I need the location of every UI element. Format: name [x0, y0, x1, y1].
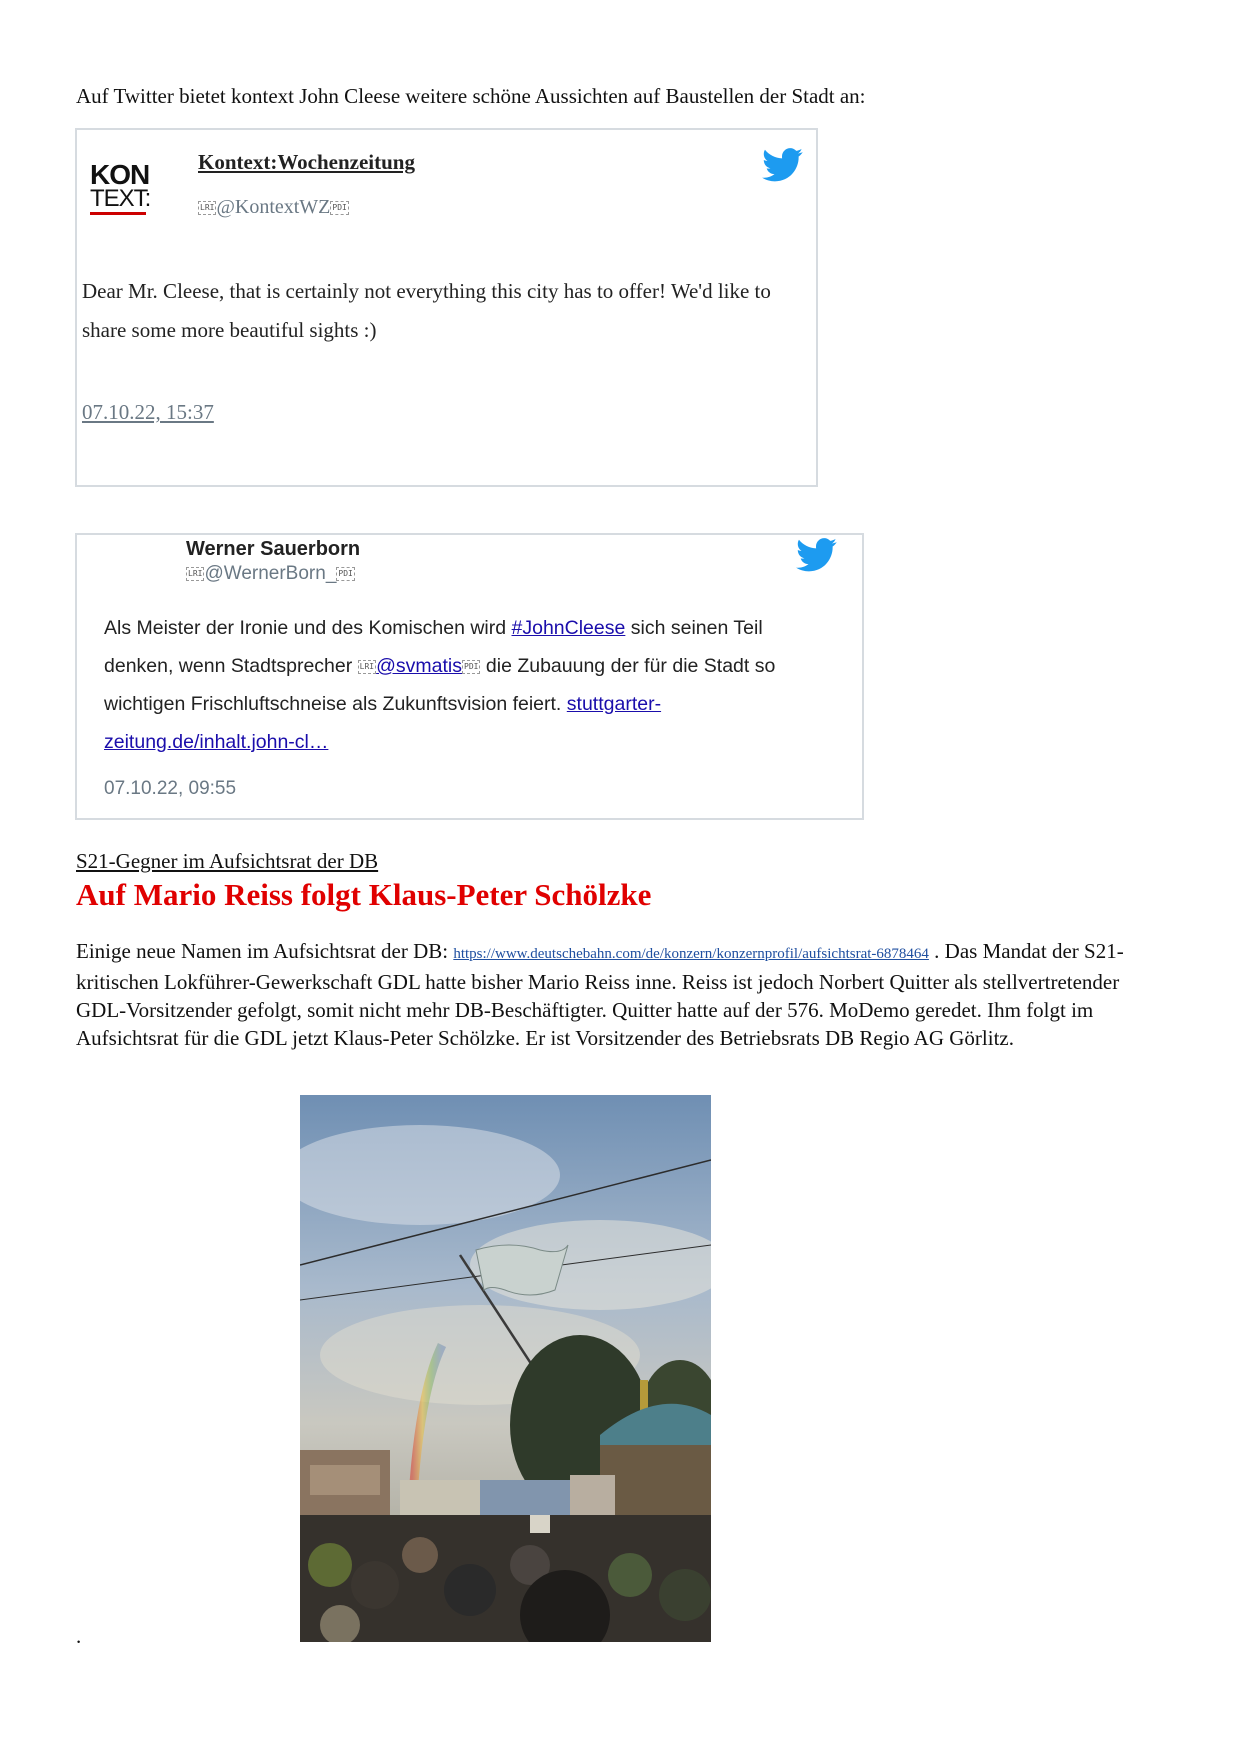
lri-mark: LRI	[198, 201, 216, 215]
lri-mark: LRI	[358, 660, 376, 674]
aufsichtsrat-link[interactable]: https://www.deutschebahn.com/de/konzern/konzernprofil/aufsichtsrat-6878464	[453, 946, 929, 962]
tweet-author-handle[interactable]	[198, 196, 349, 219]
handle-text: @KontextWZ	[216, 196, 331, 218]
text-part-2: sich seinen Teil denken, wenn Stadtsprecher	[104, 617, 763, 677]
pdi-mark: PDI	[330, 201, 348, 215]
kontext-logo	[90, 159, 152, 216]
tweet-author-handle[interactable]	[186, 563, 355, 585]
pdi-mark: PDI	[462, 660, 480, 674]
tweet-author-name[interactable]: Kontext:Wochenzeitung	[198, 150, 415, 174]
tweet-date[interactable]: 07.10.22, 09:55	[104, 778, 237, 799]
body-rest: . Das Mandat der S21-kritischen Lokführer-Gewerkschaft GDL hatte bisher Mario Reiss inne. Reiss ist jedoch Norbert Quitter als stellvertretender GDL-Vorsitzender gefolgt, somit nicht mehr DB-Beschäftigter. Quitter hatte auf der 576. MoDemo geredet. Ihm folgt im Aufsichtsrat für die GDL jetzt Klaus-Peter Schölzke. Er ist Vorsitzender des Betriebsrats DB Regio AG Görlitz.	[76, 939, 1124, 1050]
body-start: Einige neue Namen im Aufsichtsrat der DB:	[76, 939, 454, 963]
tweet-card-kontext	[75, 128, 818, 487]
tweet-text	[104, 609, 834, 761]
tweet-text: Dear Mr. Cleese, that is certainly not everything this city has to offer! We'd like to share some more beautiful sights :)	[82, 279, 771, 342]
tweet-date-link[interactable]: 07.10.22, 15:37	[82, 400, 214, 424]
article-link[interactable]: stuttgarter-zeitung.de/inhalt.john-cl…	[104, 693, 662, 753]
tweet-card-sauerborn	[75, 533, 864, 820]
demo-photo	[300, 1095, 711, 1642]
twitter-bird-icon[interactable]	[762, 148, 804, 187]
article-kicker: S21-Gegner im Aufsichtsrat der DB	[76, 849, 379, 873]
article-headline: Auf Mario Reiss folgt Klaus-Peter Schölzke	[76, 877, 652, 912]
lri-mark: LRI	[186, 567, 204, 581]
text-part-1: Als Meister der Ironie und des Komischen wird	[104, 617, 512, 639]
trailing-dot: .	[76, 1624, 82, 1648]
logo-line-1: KON	[90, 159, 150, 190]
article-body	[76, 937, 1166, 1052]
handle-text: @WernerBorn_	[204, 563, 337, 584]
tweet-author-name[interactable]: Werner Sauerborn	[186, 538, 361, 560]
logo-line-2: TEXT:	[90, 185, 151, 212]
hashtag-link[interactable]: #JohnCleese	[511, 617, 626, 639]
text-part-3: die Zubauung der für die Stadt so wichtigen Frischluftschneise als Zukunftsvision feiert.	[104, 655, 776, 715]
pdi-mark: PDI	[336, 567, 354, 581]
twitter-bird-icon[interactable]	[796, 538, 838, 577]
mention-link[interactable]: @svmatis	[376, 655, 463, 677]
intro-text: Auf Twitter bietet kontext John Cleese weitere schöne Aussichten auf Baustellen der Stadt an:	[76, 84, 866, 108]
